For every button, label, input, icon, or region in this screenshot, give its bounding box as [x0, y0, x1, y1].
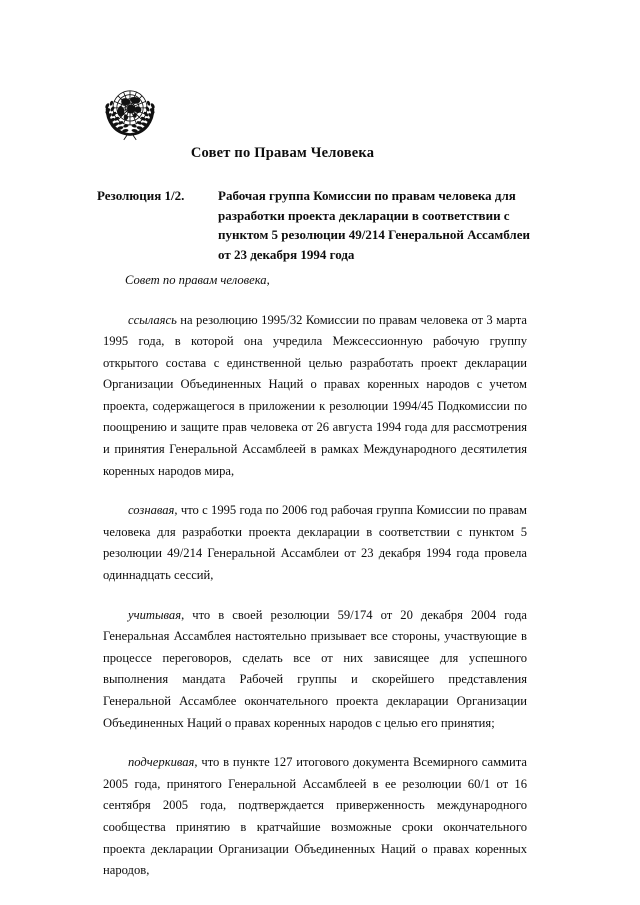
paragraph-lead-word: сознавая — [128, 503, 175, 518]
document-body — [103, 270, 527, 882]
paragraph-text: , что в своей резолюции 59/174 от 20 декабря 2004 года Генеральная Ассамблея настоятельно призывает все стороны, участвующие в процессе переговоров, сделать все от них зависящее для успешного выполнения мандата Рабочей группы и скорейшего представления Генеральной Ассамблее окончательного проекта декларации Организации Объединенных Наций о правах коренных народов с целью его принятия; — [103, 607, 527, 730]
paragraph-text: , что в пункте 127 итогового документа Всемирного саммита 2005 года, принятого Генеральной Ассамблеей в ее резолюции 60/1 от 16 сентября 2005 года, подтверждается приверженность международного сообщества принятию в кратчайшие возможные сроки окончательного проекта декларации Организации Объединенных Наций о правах коренных народов, — [103, 755, 527, 878]
preambular-paragraph — [103, 310, 527, 483]
paragraph-lead-word: подчеркивая — [128, 755, 195, 770]
resolution-header — [97, 186, 537, 264]
paragraph-lead-word: ссылаясь — [128, 312, 177, 327]
resolution-title — [218, 186, 537, 264]
preambular-paragraph — [103, 605, 527, 735]
paragraph-text: , что с 1995 года по 2006 год рабочая группа Комиссии по правам человека для разработки проекта декларации в соответствии с пунктом 5 резолюции 49/214 Генеральной Ассамблеи от 23 декабря 1994 года провела одиннадцать сессий, — [103, 503, 527, 583]
un-emblem-icon — [99, 82, 161, 142]
resolution-number-label: Резолюция 1/2. — [97, 188, 185, 203]
resolution-title-line: пунктом 5 резолюции 49/214 Генеральной Ассамблеи — [218, 227, 530, 242]
preambular-paragraph — [103, 752, 527, 882]
salutation: Совет по правам человека, — [125, 273, 270, 287]
council-title: Совет по Правам Человека — [190, 145, 375, 161]
paragraph-lead-word: учитывая — [128, 607, 182, 622]
resolution-title-line: от 23 декабря 1994 года — [218, 246, 355, 262]
paragraph-text: на резолюцию 1995/32 Комиссии по правам человека от 3 марта 1995 года, в которой она учредила Межсессионную рабочую группу открытого состава с единственной целью разработать проект декларации Организации Объединенных Наций о правах коренных народов с учетом проекта, содержащегося в приложении к резолюции 1994/45 Подкомиссии по поощрению и защите прав человека от 26 августа 1994 года для рассмотрения и принятия Генеральной Ассамблеей в рамках Международного десятилетия коренных народов мира, — [103, 312, 527, 478]
preambular-paragraph — [103, 500, 527, 586]
resolution-title-line: разработки проекта декларации в соответствии с — [218, 207, 510, 223]
resolution-title-line: Рабочая группа Комиссии по правам человека для — [218, 188, 516, 203]
